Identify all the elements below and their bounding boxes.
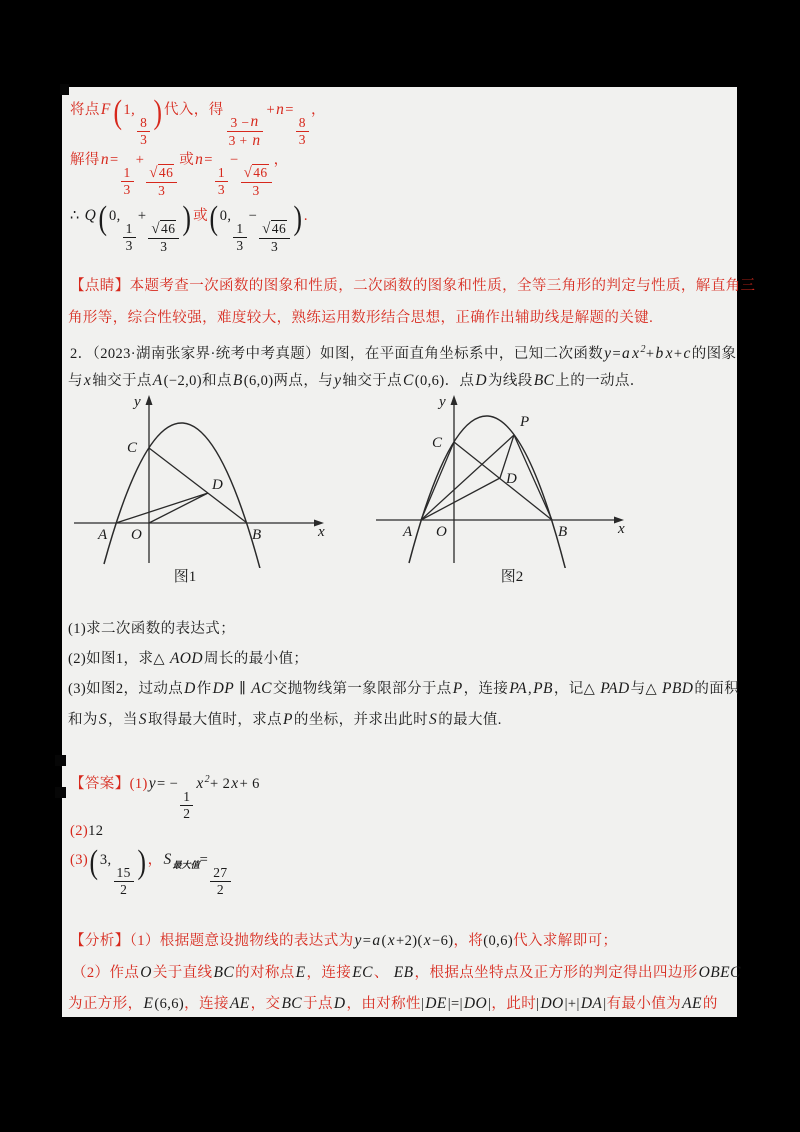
label-b: B	[558, 524, 568, 540]
label-a: A	[98, 527, 108, 543]
question-1: (1)求二次函数的表达式；	[68, 621, 236, 637]
label-o: O	[131, 527, 142, 543]
figure-2-drawing	[372, 393, 652, 568]
label-c: C	[127, 440, 138, 456]
figure-2	[372, 393, 652, 593]
answer-line-3: (3)(3, $\frac{15}{2}$ )，$S_{最大值}=$ $\frac{27}{2}$	[70, 849, 233, 897]
document-page	[62, 87, 756, 1017]
figure-1-caption: 图1	[173, 569, 197, 585]
question-3-line-1: (3)如图2，过动点D作DP ∥ AC交抛物线第一象限部分于点P，连接PA,PB，记△ PAD与△ PBD的面积	[68, 680, 740, 697]
label-c: C	[432, 435, 443, 451]
segment-ad	[116, 493, 208, 523]
label-x: x	[618, 521, 625, 537]
analysis-line-2: （2）作点O关于直线BC的对称点E，连接EC、 EB，根据点坐特点及正方形的判定得出四边形OBEC	[72, 964, 741, 981]
segment-ac	[421, 442, 454, 520]
label-x: x	[318, 524, 325, 540]
segment-od	[149, 493, 208, 523]
label-a: A	[403, 524, 413, 540]
question-2: (2)如图1，求△ AOD周长的最小值；	[68, 650, 309, 667]
edge-artifact	[60, 84, 69, 95]
label-d: D	[212, 477, 223, 493]
label-d: D	[506, 471, 517, 487]
label-b: B	[252, 527, 262, 543]
figure-2-caption: 图2	[500, 569, 524, 585]
analysis-line-1: 【分析】（1）根据题意设抛物线的表达式为y=a(x+2)(x−6)，将(0,6)代入求解即可；	[70, 932, 618, 949]
segment-pb	[514, 435, 552, 520]
keypoint-line-2: 角形等，综合性较强，难度较大，熟练运用数形结合思想，正确作出辅助线是解题的关键.	[68, 310, 654, 326]
label-p: P	[520, 414, 530, 430]
label-y: y	[439, 394, 446, 410]
solution-step-solve-n: 解得n= $\frac{1}{3}$ + √ 46 3 或n= $\frac{1}{3}$ − √ 46 3 ，	[70, 151, 289, 198]
y-axis-arrow-icon	[146, 395, 153, 405]
edge-artifact	[55, 755, 66, 766]
analysis-line-3: 为正方形，E(6,6)，连接AE，交BC于点D，由对称性|DE|=|DO|，此时|DO|+|DA|有最小值为AE的	[68, 995, 718, 1012]
y-axis-arrow-icon	[451, 395, 458, 405]
figure-1	[70, 393, 340, 593]
keypoint-line-1: 【点睛】本题考查一次函数的图象和性质，二次函数的图象和性质，全等三角形的判定与性质，解直角三	[70, 278, 756, 294]
answer-line-1: 【答案】(1)y= − $\frac{1}{2}$ $x^2+ 2x+ 6$	[70, 774, 260, 821]
label-y: y	[134, 394, 141, 410]
problem-2-statement-line-1: 2．（2023·湖南张家界·统考中考真题）如图，在平面直角坐标系中，已知二次函数y=a $x^2+b$ x+c的图象	[70, 344, 737, 362]
answer-line-2: (2)12	[70, 823, 104, 839]
figure-1-drawing	[70, 393, 340, 568]
label-o: O	[436, 524, 447, 540]
edge-artifact	[55, 787, 66, 798]
problem-2-statement-line-2: 与x轴交于点A(−2,0)和点B(6,0)两点，与y轴交于点C(0,6)．点D为线段BC上的一动点．	[68, 372, 645, 389]
solution-step-substitute-point-f: 将点F(1, $\frac{8}{3}$ )代入，得 3 − n 3 + n +n= $\frac{8}{3}$ ，	[70, 94, 326, 149]
question-3-line-2: 和为S，当S取得最大值时，求点P的坐标，并求出此时S的最大值.	[68, 711, 502, 728]
solution-conclusion-point-q: ∴ Q(0, $\frac{1}{3}$ + √ 46 3 )或(0, $\frac{1}{3}$ − √ 46 3 ).	[70, 200, 308, 254]
